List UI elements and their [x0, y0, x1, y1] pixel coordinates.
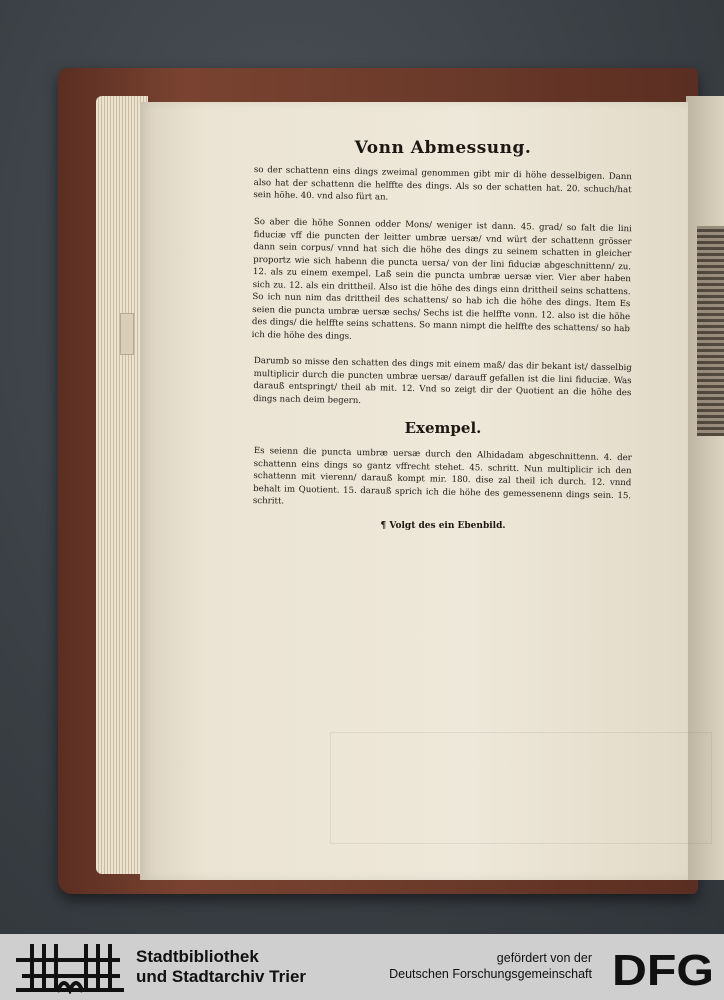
bleed-through-ghost: [330, 732, 712, 844]
dfg-logo-text: DFG: [612, 946, 714, 989]
closing-line: ¶ Volgt des ein Ebenbild.: [380, 521, 506, 531]
example-paragraph: Es seienn die puncta umbræ uersæ durch den Alhidadam abgeschnittenn. 4. der schattenn eins dings so gantz vffrecht stehet. 45. schritt. Nun multiplicir ich den schattenn mit vierenn/ darauß kompt mir. 180. dise zal theil ich durch. 12. vnnd behalt im Quotient. 15. darauß sprich ich die höhe des gemessenenn dings sein. 15. schritt.: [252, 445, 632, 507]
page-text-block: [251, 138, 632, 531]
facing-page-woodcut: [697, 226, 724, 436]
institution-name[interactable]: [136, 947, 306, 987]
page-tab: [120, 313, 134, 355]
funder-text: [389, 950, 592, 982]
institution-line-2: und Stadtarchiv Trier: [136, 967, 307, 986]
viewer-footer: [0, 934, 724, 1000]
institution-line-1: Stadtbibliothek: [136, 947, 259, 966]
example-heading: Exempel.: [404, 418, 482, 437]
dfg-logo-icon[interactable]: [610, 945, 716, 989]
funder-line-1: gefördert von der: [496, 951, 592, 965]
paragraph-2: So aber die höhe Sonnen odder Mons/ weniger ist dann. 45. grad/ so falt die lini fiduciæ vff die puncten der leitter umbræ uersæ/ vnd würt der schattenn grösser dann sein corpus/ vnnd hat sich die höhe des dings zu seinem schatten in gleicher proportz wie sich habenn die puncta uersa/ von der lini fiduciæ abgeschnittenn/ zu. 12. als zu einem exempel. Laß sein die puncta umbræ uersæ vier. Vier aber haben sich zu. 12. als ein drittheil. Also ist die höhe des dings einn drittheil seins schattens. So ich nun nim das drittheil des schattens/ so hab ich die höhe des dings. Item Es seien die puncta umbræ uersæ sechs/ Sechs ist die helffte vonn. 12. also ist die höhe des dings/ die helffte seins schattens. So mann nimpt die helffte des schattens/ so hab ich die höhe des dings.: [251, 216, 632, 341]
page-heading: Vonn Abmessung.: [354, 138, 532, 158]
paragraph-3: Darumb so misse den schatten des dings mit einem maß/ das dir bekant ist/ dasselbig multiplicir durch die puncten umbræ uersæ/ darauff gefallen ist die lini fiduciæ. Was darauß entspringt/ theil ab mit. 12. Vnd so zeigt dir der Quotient an die höhe des dings nach deim begern.: [253, 355, 632, 406]
stadtbibliothek-logo-icon[interactable]: [14, 940, 126, 994]
paragraph-1: so der schattenn eins dings zweimal genommen gibt mir di höhe desselbigen. Dann also hat der schattenn die helffte des dings. Als so der schatten hat. 20. schuch/hat sein höhe. 40. vnd also fürt an.: [253, 164, 632, 203]
funder-line-2: Deutschen Forschungsgemeinschaft: [389, 967, 592, 981]
